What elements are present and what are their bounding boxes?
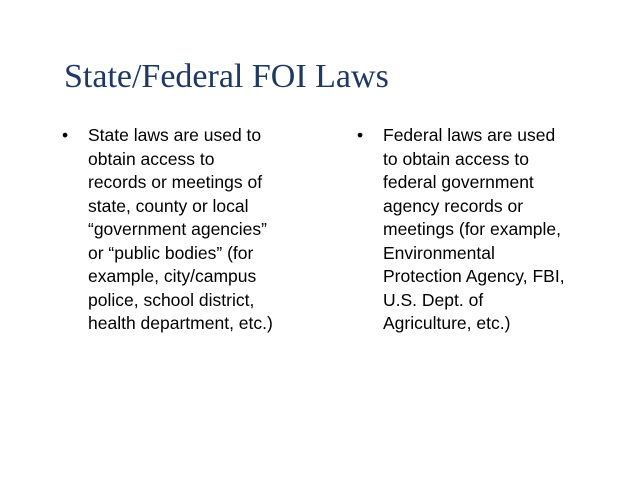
- text-line: police, school district,: [88, 289, 255, 310]
- left-bullet-text: [88, 124, 273, 336]
- text-line: federal government: [383, 172, 534, 192]
- text-line: agency records or: [383, 195, 524, 216]
- left-column: [62, 124, 322, 336]
- text-line: or “public bodies” (for: [88, 242, 254, 263]
- left-bullet-item: [62, 124, 322, 336]
- text-line: State laws are used to: [88, 125, 262, 145]
- right-column: [357, 124, 602, 336]
- text-line: Agriculture, etc.): [383, 313, 511, 333]
- text-line: U.S. Dept. of: [383, 289, 484, 310]
- text-line: Environmental: [383, 242, 495, 263]
- text-line: records or meetings of: [88, 172, 263, 192]
- bullet-icon: •: [357, 125, 364, 145]
- right-bullet-item: [357, 124, 602, 336]
- right-bullet-text: [383, 124, 565, 336]
- slide-title: State/Federal FOI Laws: [64, 58, 389, 95]
- text-line: state, county or local: [88, 195, 249, 216]
- text-line: obtain access to: [88, 148, 215, 169]
- text-line: “government agencies”: [88, 219, 267, 239]
- text-line: Protection Agency, FBI,: [383, 266, 565, 286]
- text-line: example, city/campus: [88, 266, 257, 286]
- text-line: to obtain access to: [383, 148, 529, 169]
- text-line: health department, etc.): [88, 313, 273, 333]
- text-line: Federal laws are used: [383, 125, 556, 145]
- bullet-icon: •: [62, 125, 69, 145]
- text-line: meetings (for example,: [383, 219, 561, 239]
